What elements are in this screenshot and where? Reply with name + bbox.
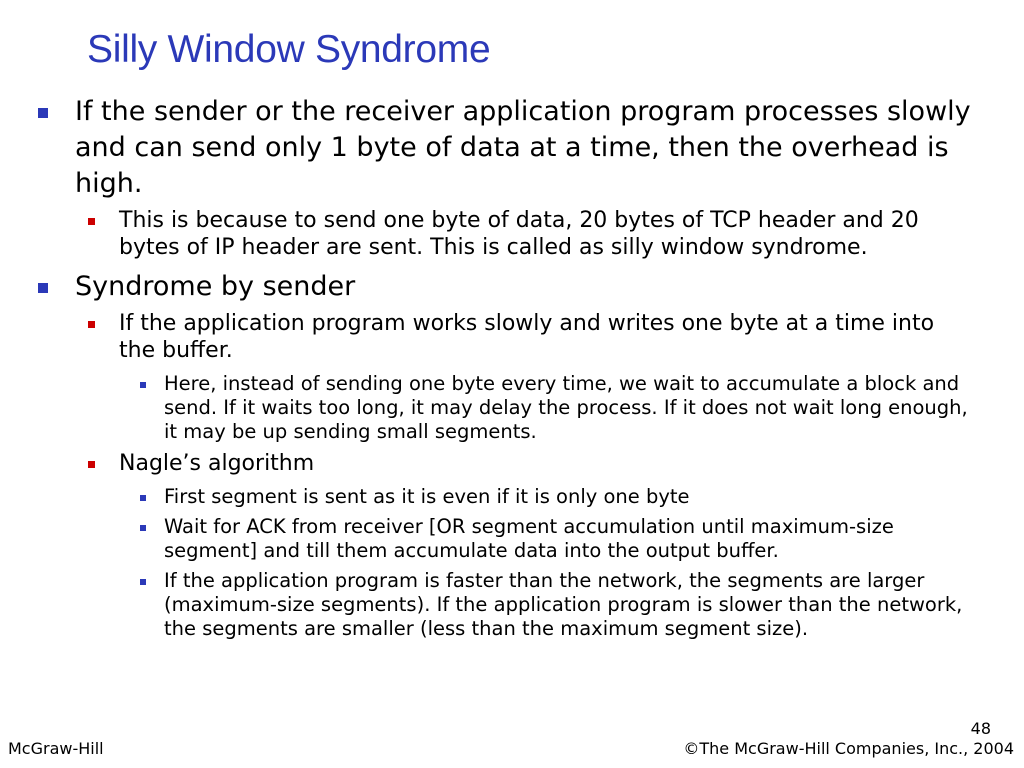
slide-content xyxy=(0,94,1024,647)
bullet-text: Syndrome by sender xyxy=(75,271,356,302)
sub-sub-bullet-item xyxy=(0,372,1024,444)
footer-copyright: ©The McGraw-Hill Companies, Inc., 2004 xyxy=(683,739,1014,758)
page-number: 48 xyxy=(970,719,991,738)
square-bullet-icon xyxy=(140,525,146,531)
square-bullet-icon xyxy=(140,495,146,501)
sub-bullet-item xyxy=(0,207,1024,261)
footer-publisher: McGraw-Hill xyxy=(8,739,104,758)
square-bullet-icon xyxy=(88,321,95,328)
slide-title: Silly Window Syndrome xyxy=(87,28,491,71)
sub-bullet-text: If the application program works slowly and writes one byte at a time into the buffer. xyxy=(119,311,935,363)
sub-sub-bullet-text: Here, instead of sending one byte every time, we wait to accumulate a block and send. If it waits too long, it may delay the process. If it does not wait long enough, it may be up sending small segments. xyxy=(164,372,968,443)
sub-sub-bullet-text: First segment is sent as it is even if it is only one byte xyxy=(164,485,690,508)
sub-sub-bullet-item xyxy=(0,569,1024,641)
sub-bullet-text: Nagle’s algorithm xyxy=(119,451,315,476)
sub-bullet-item xyxy=(0,450,1024,477)
square-bullet-icon xyxy=(140,579,146,585)
bullet-item xyxy=(0,94,1024,202)
square-bullet-icon xyxy=(140,382,146,388)
sub-sub-bullet-text: Wait for ACK from receiver [OR segment accumulation until maximum-size segment] and till them accumulate data into the output buffer. xyxy=(164,515,894,562)
sub-bullet-item xyxy=(0,310,1024,364)
bullet-text: If the sender or the receiver application program processes slowly and can send only 1 byte of data at a time, then the overhead is high. xyxy=(75,96,971,199)
square-bullet-icon xyxy=(88,461,95,468)
square-bullet-icon xyxy=(88,218,95,225)
sub-bullet-text: This is because to send one byte of data, 20 bytes of TCP header and 20 bytes of IP header are sent. This is called as silly window syndrome. xyxy=(119,208,919,260)
sub-sub-bullet-text: If the application program is faster than the network, the segments are larger (maximum-size segments). If the application program is slower than the network, the segments are smaller (less than the maximum segment size). xyxy=(164,569,963,640)
square-bullet-icon xyxy=(38,108,48,118)
square-bullet-icon xyxy=(38,283,48,293)
sub-sub-bullet-item xyxy=(0,515,1024,563)
bullet-item xyxy=(0,269,1024,305)
sub-sub-bullet-item xyxy=(0,485,1024,509)
